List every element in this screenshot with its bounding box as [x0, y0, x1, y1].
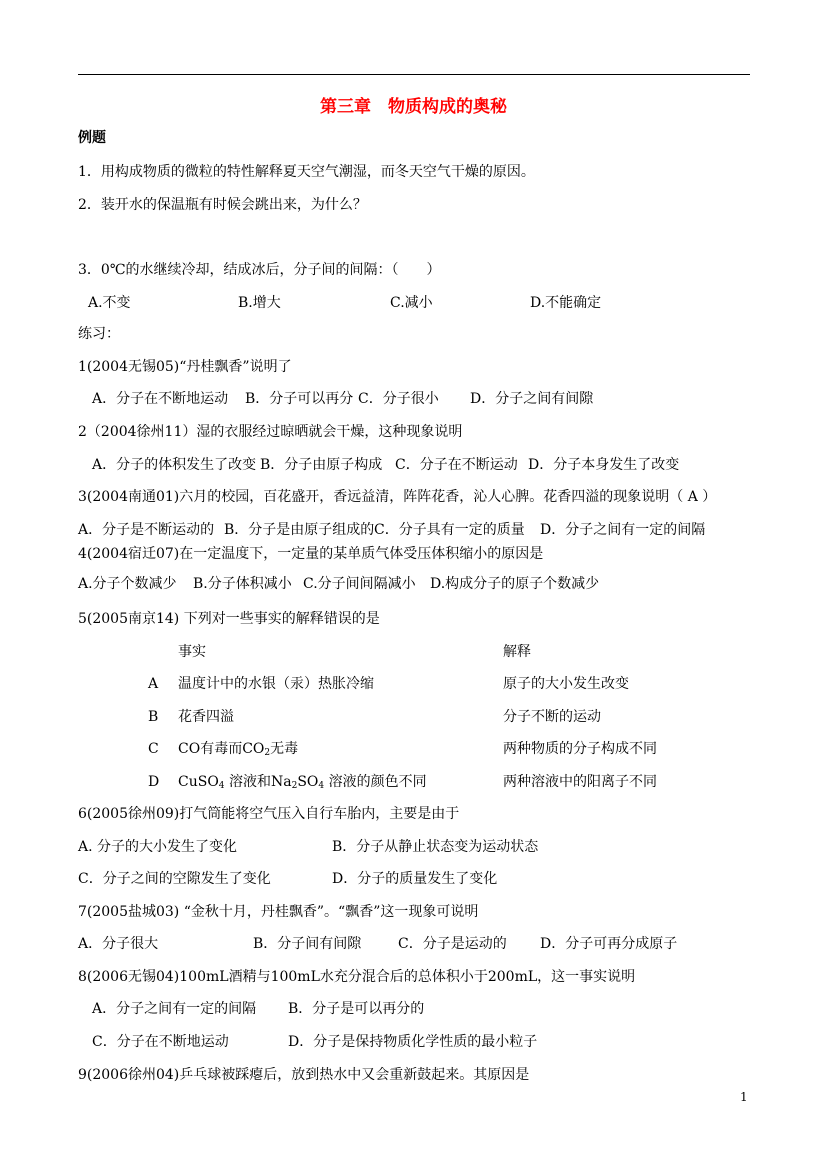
- q2-option-c: C．分子在不断运动: [395, 457, 518, 473]
- q6-stem: 6(2005徐州09)打气筒能将空气压入自行车胎内，主要是由于: [78, 806, 460, 822]
- q7-option-a: A．分子很大: [78, 936, 159, 952]
- q5-row-a-explain: 原子的大小发生改变: [503, 676, 629, 692]
- q5-row-d-fact-a: CuSO: [178, 774, 219, 790]
- q4-option-b: B.分子体积减小: [193, 576, 292, 592]
- q5-stem: 5(2005南京14) 下列对一些事实的解释错误的是: [78, 611, 380, 627]
- example-3: 3．0℃的水继续冷却，结成冰后，分子间的间隔：（ ）: [78, 262, 441, 278]
- q2-stem: 2（2004徐州11）湿的衣服经过晾晒就会干燥，这种现象说明: [78, 424, 463, 440]
- q5-row-a-letter: A: [148, 676, 159, 692]
- q5-row-d-explain: 两种溶液中的阳离子不同: [503, 774, 657, 790]
- q5-row-c-explain: 两种物质的分子构成不同: [503, 741, 657, 757]
- q5-col-explain: 解释: [503, 644, 531, 660]
- q3-option-b: B．分子是由原子组成的: [224, 522, 375, 538]
- q7-option-d: D．分子可再分成原子: [540, 936, 678, 952]
- example-heading: 例题: [78, 130, 106, 146]
- q3-stem: 3(2004南通01)六月的校园，百花盛开，香远益清，阵阵花香，沁人心脾。花香四溢的现象说明（ A ）: [78, 489, 717, 505]
- q5-row-c-fact-b: 无毒: [270, 741, 299, 757]
- q5-row-a-fact: 温度计中的水银（汞）热胀冷缩: [178, 676, 374, 692]
- q5-row-b-fact: 花香四溢: [178, 709, 234, 725]
- q5-row-d-letter: D: [148, 774, 160, 790]
- q7-option-c: C．分子是运动的: [398, 936, 507, 952]
- q9-stem: 9(2006徐州04)乒乓球被踩瘪后，放到热水中又会重新鼓起来。其原因是: [78, 1067, 530, 1083]
- page-number: 1: [740, 1090, 748, 1104]
- header-rule: [78, 74, 750, 75]
- q5-row-b-letter: B: [148, 709, 159, 725]
- q5-row-b-explain: 分子不断的运动: [503, 709, 601, 725]
- q5-row-d-fact-sub2: 2: [291, 781, 298, 791]
- q5-row-c-fact-sub: 2: [264, 748, 271, 758]
- q4-option-d: D.构成分子的原子个数减少: [430, 576, 600, 592]
- page-title: 第三章 物质构成的奥秘: [320, 97, 507, 117]
- ex3-option-b: B.增大: [238, 295, 281, 311]
- example-2: 2．装开水的保温瓶有时候会跳出来，为什么？: [78, 197, 367, 213]
- q5-row-d-fact-c: SO: [297, 774, 319, 790]
- q3-option-d: D．分子之间有一定的间隔: [540, 522, 706, 538]
- q1-option-b: B．分子可以再分: [245, 391, 354, 407]
- q5-row-c-fact-a: CO有毒而CO: [178, 741, 265, 757]
- ex3-option-c: C.减小: [390, 295, 433, 311]
- q5-row-d-fact-sub1: 4: [218, 781, 225, 791]
- q3-option-a: A．分子是不断运动的: [78, 522, 215, 538]
- example-1: 1．用构成物质的微粒的特性解释夏天空气潮湿，而冬天空气干燥的原因。: [78, 164, 535, 180]
- ex3-option-d: D.不能确定: [530, 295, 602, 311]
- q2-option-b: B．分子由原子构成: [260, 457, 383, 473]
- q6-option-b: B．分子从静止状态变为运动状态: [332, 839, 539, 855]
- q1-option-c: C．分子很小: [358, 391, 439, 407]
- q8-stem: 8(2006无锡04)100mL酒精与100mL水充分混合后的总体积小于200mL，这一事实说明: [78, 969, 636, 985]
- q5-row-d-fact-b: 溶液和Na: [224, 774, 292, 790]
- q6-option-a: A. 分子的大小发生了变化: [78, 839, 238, 855]
- q2-option-a: A．分子的体积发生了改变: [92, 457, 257, 473]
- q8-option-c: C．分子在不断地运动: [92, 1034, 229, 1050]
- q5-row-d-fact-d: 溶液的颜色不同: [324, 774, 427, 790]
- q1-stem: 1(2004无锡05)“丹桂飘香”说明了: [78, 359, 292, 375]
- q5-col-fact: 事实: [178, 644, 206, 660]
- q5-row-c-fact: [178, 740, 298, 758]
- q6-option-d: D．分子的质量发生了变化: [332, 871, 498, 887]
- q7-stem: 7(2005盐城03) “金秋十月，丹桂飘香”。“飘香”这一现象可说明: [78, 904, 479, 920]
- q8-option-a: A．分子之间有一定的间隔: [92, 1001, 257, 1017]
- q4-option-c: C.分子间间隔减小: [303, 576, 416, 592]
- q6-option-c: C．分子之间的空隙发生了变化: [78, 871, 271, 887]
- q2-option-d: D．分子本身发生了改变: [528, 457, 680, 473]
- q3-option-c: C．分子具有一定的质量: [374, 522, 525, 538]
- q7-option-b: B．分子间有间隙: [253, 936, 362, 952]
- q1-option-a: A．分子在不断地运动: [92, 391, 229, 407]
- ex3-option-a: A.不变: [88, 295, 131, 311]
- practice-heading: 练习：: [78, 326, 120, 342]
- q8-option-b: B．分子是可以再分的: [288, 1001, 425, 1017]
- q1-option-d: D．分子之间有间隙: [470, 391, 594, 407]
- q4-stem: 4(2004宿迁07)在一定温度下，一定量的某单质气体受压体积缩小的原因是: [78, 546, 544, 562]
- q5-row-d-fact: [178, 773, 427, 791]
- q5-row-c-letter: C: [148, 741, 159, 757]
- q4-option-a: A.分子个数减少: [78, 576, 177, 592]
- q5-row-d-fact-sub3: 4: [318, 781, 325, 791]
- q8-option-d: D．分子是保持物质化学性质的最小粒子: [288, 1034, 538, 1050]
